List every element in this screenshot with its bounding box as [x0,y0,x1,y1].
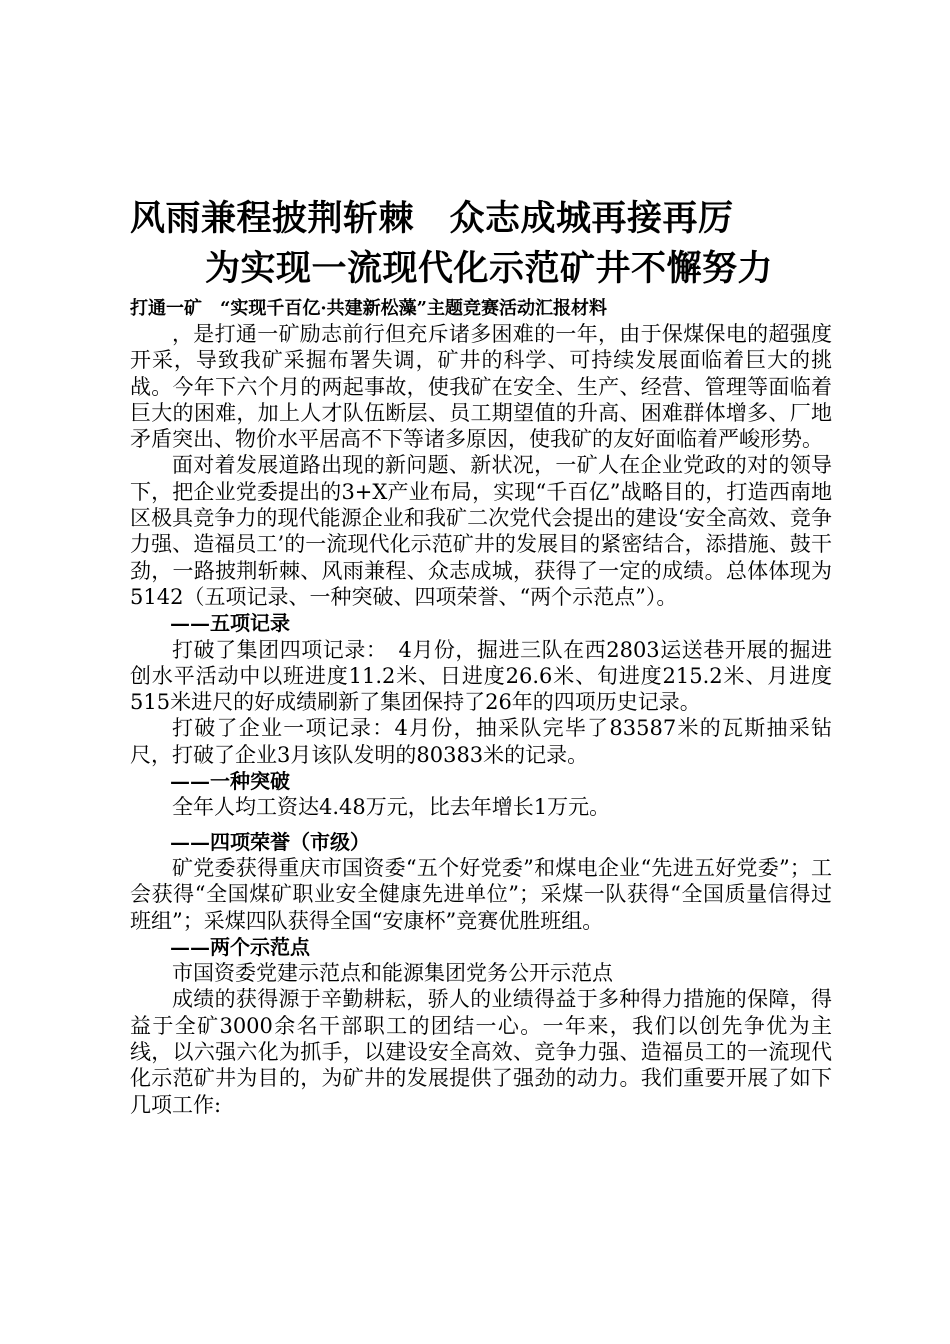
document-subtitle: 打通一矿 “实现千百亿·共建新松藻”主题竞赛活动汇报材料 [130,298,607,319]
record-paragraph: 打破了企业一项记录：4月份，抽采队完毕了83587米的瓦斯抽采钻尺，打破了企业3月该队发明的80383米的记录。 [130,716,832,767]
demo-paragraph: 市国资委党建示范点和能源集团党务公开示范点 [172,961,613,986]
section-heading-records: ——五项记录 [170,611,290,636]
honors-paragraph: 矿党委获得重庆市国资委“五个好党委”和煤电企业“先进五好党委”；工会获得“全国煤矿职业安全健康先进单位”；采煤一队获得“全国质量信得过班组”；采煤四队获得全国“安康杯”竞赛优胜班组。 [130,855,832,933]
section-heading-demo: ——两个示范点 [170,934,310,959]
section-heading-honors: ——四项荣誉（市级） [170,829,370,854]
development-paragraph: 面对着发展道路出现的新问题、新状况，一矿人在企业党政的对的领导下，把企业党委提出的3+X产业布局，实现“千百亿”战略目的，打造西南地区极具竞争力的现代能源企业和我矿二次党代会提出的建设‘安全高效、竞争力强、造福员工’的一流现代化示范矿井的发展目的紧密结合，添措施、鼓干劲，一路披荆斩棘、风雨兼程、众志成城，获得了一定的成绩。总体体现为5142（五项记录、一种突破、四项荣誉、“两个示范点”）。 [130,453,832,609]
intro-paragraph: ，是打通一矿励志前行但充斥诸多困难的一年，由于保煤保电的超强度开采，导致我矿采掘布署失调，矿井的科学、可持续发展面临着巨大的挑战。今年下六个月的两起事故，使我矿在安全、生产、经营、管理等面临着巨大的困难，加上人才队伍断层、员工期望值的升高、困难群体增多、厂地矛盾突出、物价水平居高不下等诸多原因，使我矿的友好面临着严峻形势。 [130,322,832,452]
document-title-line2: 为实现一流现代化示范矿井不懈努力 [205,248,774,289]
record-paragraph: 打破了集团四项记录： 4月份，掘进三队在西2803运送巷开展的掘进创水平活动中以班进度11.2米、日进度26.6米、旬进度215.2米、月进度515米进尺的好成绩刷新了集团保持了26年的四项历史记录。 [130,637,832,715]
closing-paragraph: 成绩的获得源于辛勤耕耘，骄人的业绩得益于多种得力措施的保障，得益于全矿3000余名干部职工的团结一心。一年来，我们以创先争优为主线，以六强六化为抓手，以建设安全高效、竞争力强、造福员工的一流现代化示范矿井为目的，为矿井的发展提供了强劲的动力。我们重要开展了如下几项工作: [130,987,832,1117]
document-title-line1: 风雨兼程披荆斩棘 众志成城再接再厉 [130,198,734,239]
breakthrough-paragraph: 全年人均工资达4.48万元，比去年增长1万元。 [172,795,611,820]
section-heading-breakthrough: ——一种突破 [170,769,290,794]
document-body [130,321,832,1118]
